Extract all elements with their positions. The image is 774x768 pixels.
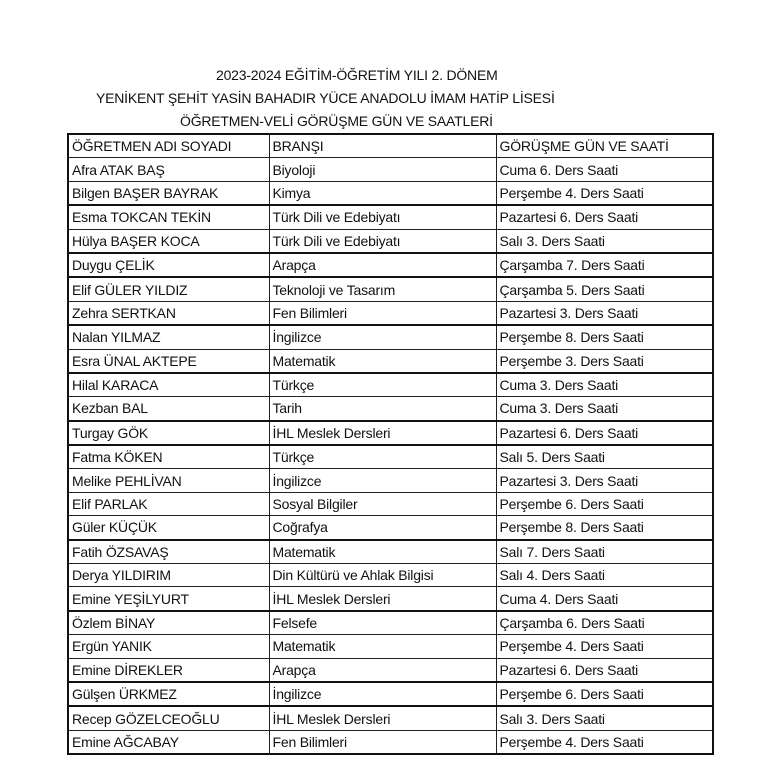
table-row bbox=[68, 229, 713, 253]
table-row bbox=[68, 373, 713, 397]
teacher-name-cell: Nalan YILMAZ bbox=[68, 325, 269, 349]
table-row bbox=[68, 540, 713, 564]
table-row bbox=[68, 635, 713, 658]
teacher-name-cell: Elif PARLAK bbox=[68, 492, 269, 515]
teacher-name-cell: Güler KÜÇÜK bbox=[68, 516, 269, 540]
table-row bbox=[68, 277, 713, 301]
teacher-name-cell: Fatih ÖZSAVAŞ bbox=[68, 540, 269, 564]
teacher-name-cell: Zehra SERTKAN bbox=[68, 301, 269, 325]
branch-cell: İngilizce bbox=[269, 325, 496, 349]
meeting-time-cell: Salı 3. Ders Saati bbox=[496, 706, 713, 730]
branch-cell: Türkçe bbox=[269, 445, 496, 469]
teacher-name-cell: Melike PEHLİVAN bbox=[68, 469, 269, 492]
teacher-name-cell: Turgay GÖK bbox=[68, 421, 269, 445]
table-row bbox=[68, 397, 713, 421]
meeting-time-cell: Pazartesi 6. Ders Saati bbox=[496, 658, 713, 682]
branch-cell: İngilizce bbox=[269, 682, 496, 706]
column-header-meeting-time: GÖRÜŞME GÜN VE SAATİ bbox=[496, 134, 713, 158]
column-header-teacher: ÖĞRETMEN ADI SOYADI bbox=[68, 134, 269, 158]
table-row bbox=[68, 253, 713, 277]
table-row bbox=[68, 469, 713, 492]
meeting-time-cell: Salı 4. Ders Saati bbox=[496, 564, 713, 587]
meeting-time-cell: Cuma 4. Ders Saati bbox=[496, 587, 713, 611]
teacher-name-cell: Esra ÜNAL AKTEPE bbox=[68, 349, 269, 373]
table-row bbox=[68, 445, 713, 469]
meeting-time-cell: Perşembe 8. Ders Saati bbox=[496, 325, 713, 349]
branch-cell: Matematik bbox=[269, 540, 496, 564]
meeting-time-cell: Çarşamba 5. Ders Saati bbox=[496, 277, 713, 301]
meeting-time-cell: Cuma 3. Ders Saati bbox=[496, 373, 713, 397]
meeting-time-cell: Cuma 3. Ders Saati bbox=[496, 397, 713, 421]
branch-cell: Tarih bbox=[269, 397, 496, 421]
table-row bbox=[68, 492, 713, 515]
branch-cell: Arapça bbox=[269, 658, 496, 682]
document-title-subject: ÖĞRETMEN-VELİ GÖRÜŞME GÜN VE SAATLERİ bbox=[180, 113, 493, 129]
branch-cell: İHL Meslek Dersleri bbox=[269, 587, 496, 611]
table-row bbox=[68, 587, 713, 611]
meeting-time-cell: Cuma 6. Ders Saati bbox=[496, 158, 713, 181]
branch-cell: Türk Dili ve Edebiyatı bbox=[269, 205, 496, 229]
meeting-time-cell: Salı 3. Ders Saati bbox=[496, 229, 713, 253]
meeting-time-cell: Pazartesi 6. Ders Saati bbox=[496, 205, 713, 229]
teacher-name-cell: Fatma KÖKEN bbox=[68, 445, 269, 469]
branch-cell: Teknoloji ve Tasarım bbox=[269, 277, 496, 301]
table-row bbox=[68, 158, 713, 181]
meeting-time-cell: Perşembe 8. Ders Saati bbox=[496, 516, 713, 540]
column-header-branch: BRANŞI bbox=[269, 134, 496, 158]
table-row bbox=[68, 682, 713, 706]
table-row bbox=[68, 325, 713, 349]
teacher-name-cell: Ergün YANIK bbox=[68, 635, 269, 658]
meeting-time-cell: Perşembe 4. Ders Saati bbox=[496, 635, 713, 658]
meeting-time-cell: Pazartesi 3. Ders Saati bbox=[496, 301, 713, 325]
branch-cell: Arapça bbox=[269, 253, 496, 277]
branch-cell: İHL Meslek Dersleri bbox=[269, 706, 496, 730]
branch-cell: Biyoloji bbox=[269, 158, 496, 181]
branch-cell: Coğrafya bbox=[269, 516, 496, 540]
meeting-time-cell: Çarşamba 7. Ders Saati bbox=[496, 253, 713, 277]
teacher-name-cell: Emine DİREKLER bbox=[68, 658, 269, 682]
table-row bbox=[68, 658, 713, 682]
teacher-name-cell: Hilal KARACA bbox=[68, 373, 269, 397]
branch-cell: İngilizce bbox=[269, 469, 496, 492]
teacher-name-cell: Bilgen BAŞER BAYRAK bbox=[68, 181, 269, 205]
branch-cell: Felsefe bbox=[269, 611, 496, 635]
branch-cell: Türkçe bbox=[269, 373, 496, 397]
teacher-name-cell: Duygu ÇELİK bbox=[68, 253, 269, 277]
teacher-name-cell: Kezban BAL bbox=[68, 397, 269, 421]
branch-cell: Fen Bilimleri bbox=[269, 730, 496, 754]
meeting-time-cell: Pazartesi 3. Ders Saati bbox=[496, 469, 713, 492]
table-row bbox=[68, 421, 713, 445]
table-row bbox=[68, 564, 713, 587]
meeting-time-cell: Perşembe 6. Ders Saati bbox=[496, 682, 713, 706]
table-header-row bbox=[68, 134, 713, 158]
document-title-school: YENİKENT ŞEHİT YASİN BAHADIR YÜCE ANADOLU İMAM HATİP LİSESİ bbox=[96, 90, 555, 106]
table-row bbox=[68, 301, 713, 325]
table-row bbox=[68, 205, 713, 229]
table-row bbox=[68, 516, 713, 540]
table-row bbox=[68, 349, 713, 373]
meeting-time-cell: Çarşamba 6. Ders Saati bbox=[496, 611, 713, 635]
branch-cell: Türk Dili ve Edebiyatı bbox=[269, 229, 496, 253]
teacher-name-cell: Özlem BİNAY bbox=[68, 611, 269, 635]
meeting-time-cell: Perşembe 6. Ders Saati bbox=[496, 492, 713, 515]
branch-cell: Kimya bbox=[269, 181, 496, 205]
branch-cell: İHL Meslek Dersleri bbox=[269, 421, 496, 445]
meeting-time-cell: Salı 5. Ders Saati bbox=[496, 445, 713, 469]
teacher-name-cell: Gülşen ÜRKMEZ bbox=[68, 682, 269, 706]
branch-cell: Fen Bilimleri bbox=[269, 301, 496, 325]
table-row bbox=[68, 730, 713, 754]
teacher-name-cell: Afra ATAK BAŞ bbox=[68, 158, 269, 181]
branch-cell: Din Kültürü ve Ahlak Bilgisi bbox=[269, 564, 496, 587]
teacher-name-cell: Esma TOKCAN TEKİN bbox=[68, 205, 269, 229]
meeting-time-cell: Salı 7. Ders Saati bbox=[496, 540, 713, 564]
table-row bbox=[68, 181, 713, 205]
teacher-name-cell: Emine AĞCABAY bbox=[68, 730, 269, 754]
meeting-schedule-table bbox=[67, 133, 714, 755]
branch-cell: Matematik bbox=[269, 349, 496, 373]
document-title-term: 2023-2024 EĞİTİM-ÖĞRETİM YILI 2. DÖNEM bbox=[216, 67, 498, 83]
teacher-name-cell: Hülya BAŞER KOCA bbox=[68, 229, 269, 253]
teacher-name-cell: Derya YILDIRIM bbox=[68, 564, 269, 587]
teacher-name-cell: Elif GÜLER YILDIZ bbox=[68, 277, 269, 301]
branch-cell: Sosyal Bilgiler bbox=[269, 492, 496, 515]
teacher-name-cell: Recep GÖZELCEOĞLU bbox=[68, 706, 269, 730]
table-row bbox=[68, 611, 713, 635]
meeting-time-cell: Pazartesi 6. Ders Saati bbox=[496, 421, 713, 445]
table-row bbox=[68, 706, 713, 730]
teacher-name-cell: Emine YEŞİLYURT bbox=[68, 587, 269, 611]
meeting-time-cell: Perşembe 4. Ders Saati bbox=[496, 730, 713, 754]
meeting-time-cell: Perşembe 3. Ders Saati bbox=[496, 349, 713, 373]
meeting-time-cell: Perşembe 4. Ders Saati bbox=[496, 181, 713, 205]
branch-cell: Matematik bbox=[269, 635, 496, 658]
